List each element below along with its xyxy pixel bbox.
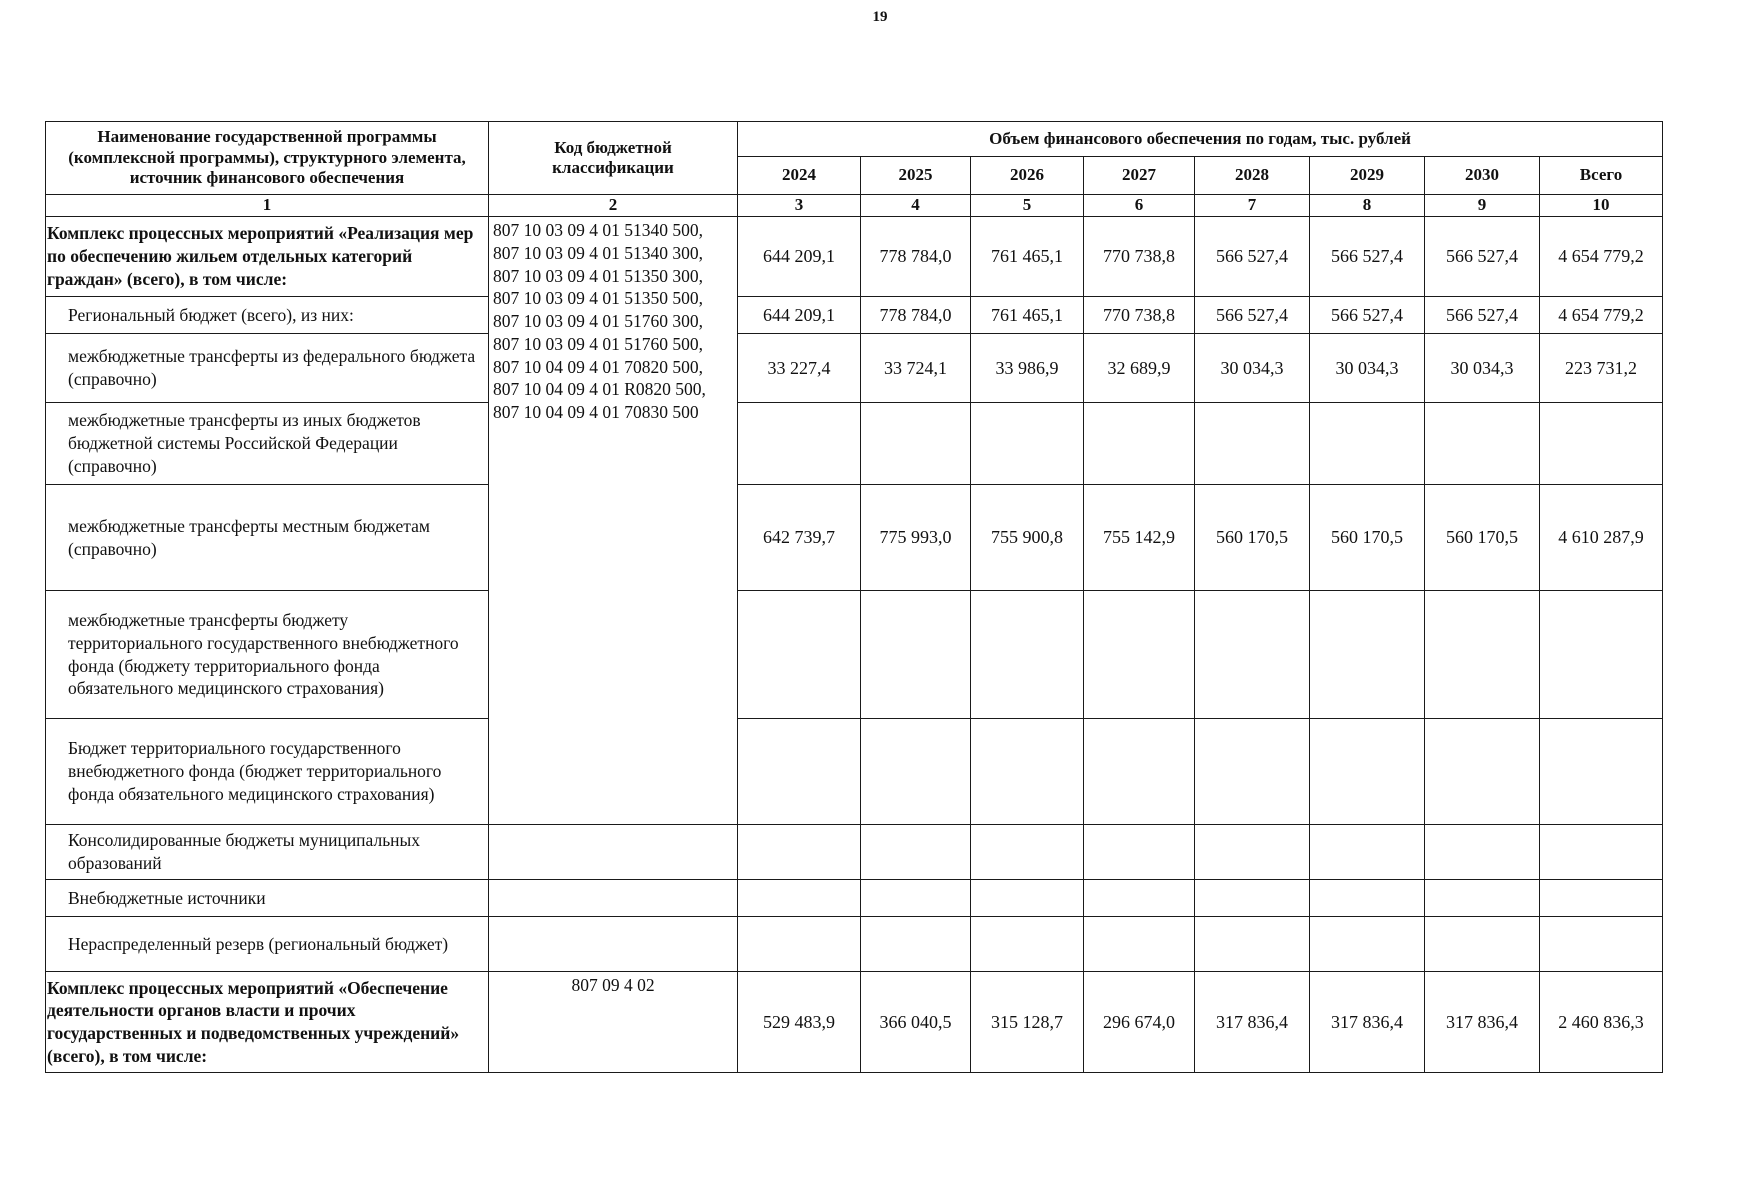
budget-code-cell	[489, 217, 738, 825]
budget-code: 807 10 03 09 4 01 51350 500,	[493, 288, 703, 309]
financing-table	[45, 121, 1663, 1073]
value-cell	[1084, 880, 1195, 917]
header-row-1	[46, 122, 1663, 157]
budget-code-cell	[489, 880, 738, 917]
value-cell	[1425, 880, 1540, 917]
value-cell: 755 900,8	[971, 485, 1084, 591]
header-code: Код бюджетной классификации	[489, 122, 738, 195]
header-year: 2026	[971, 157, 1084, 195]
value-cell	[861, 719, 971, 825]
value-cell: 33 724,1	[861, 334, 971, 403]
value-cell: 30 034,3	[1310, 334, 1425, 403]
row-name: Бюджет территориального государственного внебюджетного фонда (бюджет территориального фонда обязательного медицинского страхования)	[46, 719, 489, 825]
value-cell	[1084, 719, 1195, 825]
total-cell: 4 654 779,2	[1540, 297, 1663, 334]
value-cell: 33 227,4	[738, 334, 861, 403]
total-cell: 4 610 287,9	[1540, 485, 1663, 591]
row-name: межбюджетные трансферты из иных бюджетов бюджетной системы Российской Федерации (справочно)	[46, 403, 489, 485]
value-cell	[1425, 403, 1540, 485]
table-row	[46, 334, 1663, 403]
value-cell	[1195, 403, 1310, 485]
total-cell	[1540, 825, 1663, 880]
value-cell	[1195, 825, 1310, 880]
table-row	[46, 403, 1663, 485]
value-cell	[861, 403, 971, 485]
value-cell	[1425, 917, 1540, 972]
budget-code: 807 10 03 09 4 01 51760 300,	[493, 311, 703, 331]
value-cell: 770 738,8	[1084, 297, 1195, 334]
value-cell	[971, 719, 1084, 825]
row-name: Внебюджетные источники	[46, 880, 489, 917]
value-cell	[971, 403, 1084, 485]
table-row	[46, 217, 1663, 297]
header-year: 2030	[1425, 157, 1540, 195]
value-cell: 644 209,1	[738, 217, 861, 297]
value-cell: 566 527,4	[1425, 297, 1540, 334]
value-cell: 317 836,4	[1195, 972, 1310, 1073]
header-year: 2028	[1195, 157, 1310, 195]
row-name: межбюджетные трансферты бюджету территориального государственного внебюджетного фонда (бюджету территориального фонда обязательного медицинского страхования)	[46, 591, 489, 719]
value-cell: 642 739,7	[738, 485, 861, 591]
value-cell	[738, 917, 861, 972]
value-cell	[1195, 917, 1310, 972]
value-cell: 770 738,8	[1084, 217, 1195, 297]
header-year: 2024	[738, 157, 861, 195]
value-cell: 32 689,9	[1084, 334, 1195, 403]
value-cell: 30 034,3	[1425, 334, 1540, 403]
total-cell	[1540, 880, 1663, 917]
budget-code: 807 10 03 09 4 01 51340 500,	[493, 220, 703, 240]
budget-code: 807 10 03 09 4 01 51760 500,	[493, 333, 703, 354]
value-cell	[1084, 825, 1195, 880]
row-name: Региональный бюджет (всего), из них:	[46, 297, 489, 334]
budget-code-cell	[489, 917, 738, 972]
value-cell	[1084, 917, 1195, 972]
column-index: 9	[1425, 195, 1540, 217]
value-cell	[1310, 917, 1425, 972]
value-cell	[1310, 403, 1425, 485]
value-cell: 761 465,1	[971, 297, 1084, 334]
value-cell: 775 993,0	[861, 485, 971, 591]
table-row	[46, 972, 1663, 1073]
value-cell: 761 465,1	[971, 217, 1084, 297]
budget-code: 807 10 04 09 4 01 70830 500	[493, 402, 699, 422]
value-cell	[738, 591, 861, 719]
value-cell: 33 986,9	[971, 334, 1084, 403]
value-cell: 644 209,1	[738, 297, 861, 334]
total-cell: 2 460 836,3	[1540, 972, 1663, 1073]
value-cell	[1310, 719, 1425, 825]
value-cell: 560 170,5	[1310, 485, 1425, 591]
header-year: 2027	[1084, 157, 1195, 195]
column-index: 1	[46, 195, 489, 217]
value-cell	[1310, 880, 1425, 917]
total-cell: 4 654 779,2	[1540, 217, 1663, 297]
column-index: 2	[489, 195, 738, 217]
row-name: Комплекс процессных мероприятий «Реализация мер по обеспечению жильем отдельных категорий граждан» (всего), в том числе:	[46, 217, 489, 297]
budget-code: 807 10 04 09 4 01 R0820 500,	[493, 379, 706, 400]
table-row	[46, 297, 1663, 334]
page-number: 19	[872, 9, 888, 25]
value-cell: 566 527,4	[1310, 297, 1425, 334]
header-name: Наименование государственной программы (комплексной программы), структурного элемента, источник финансового обеспечения	[46, 122, 489, 195]
table-row	[46, 719, 1663, 825]
value-cell: 366 040,5	[861, 972, 971, 1073]
value-cell: 529 483,9	[738, 972, 861, 1073]
total-cell	[1540, 917, 1663, 972]
column-index: 7	[1195, 195, 1310, 217]
value-cell	[971, 591, 1084, 719]
value-cell	[861, 591, 971, 719]
total-cell	[1540, 591, 1663, 719]
value-cell	[971, 825, 1084, 880]
row-name: Консолидированные бюджеты муниципальных образований	[46, 825, 489, 880]
total-cell	[1540, 719, 1663, 825]
table-row	[46, 880, 1663, 917]
value-cell: 566 527,4	[1310, 217, 1425, 297]
value-cell: 566 527,4	[1195, 297, 1310, 334]
value-cell	[738, 719, 861, 825]
value-cell: 778 784,0	[861, 297, 971, 334]
column-index: 6	[1084, 195, 1195, 217]
value-cell	[738, 403, 861, 485]
value-cell	[1425, 591, 1540, 719]
value-cell	[1084, 403, 1195, 485]
row-name: Комплекс процессных мероприятий «Обеспечение деятельности органов власти и прочих государственных и подведомственных учреждений» (всего), в том числе:	[46, 972, 489, 1073]
value-cell: 560 170,5	[1425, 485, 1540, 591]
column-index: 5	[971, 195, 1084, 217]
table-row	[46, 485, 1663, 591]
value-cell: 755 142,9	[1084, 485, 1195, 591]
value-cell	[1084, 591, 1195, 719]
column-index: 10	[1540, 195, 1663, 217]
value-cell	[861, 917, 971, 972]
value-cell	[1310, 591, 1425, 719]
value-cell: 778 784,0	[861, 217, 971, 297]
value-cell	[971, 880, 1084, 917]
value-cell	[738, 825, 861, 880]
value-cell: 30 034,3	[1195, 334, 1310, 403]
value-cell	[1195, 719, 1310, 825]
value-cell: 317 836,4	[1425, 972, 1540, 1073]
value-cell	[738, 880, 861, 917]
total-cell	[1540, 403, 1663, 485]
value-cell: 315 128,7	[971, 972, 1084, 1073]
column-index: 8	[1310, 195, 1425, 217]
total-cell: 223 731,2	[1540, 334, 1663, 403]
header-volume: Объем финансового обеспечения по годам, тыс. рублей	[738, 122, 1663, 157]
value-cell: 560 170,5	[1195, 485, 1310, 591]
value-cell	[1425, 825, 1540, 880]
header-total: Всего	[1540, 157, 1663, 195]
budget-code: 807 10 04 09 4 01 70820 500,	[493, 356, 703, 377]
row-name: Нераспределенный резерв (региональный бюджет)	[46, 917, 489, 972]
table-row	[46, 917, 1663, 972]
table-row	[46, 825, 1663, 880]
value-cell	[1195, 880, 1310, 917]
row-name: межбюджетные трансферты местным бюджетам (справочно)	[46, 485, 489, 591]
value-cell	[861, 825, 971, 880]
budget-code: 807 10 03 09 4 01 51350 300,	[493, 265, 703, 286]
value-cell: 566 527,4	[1425, 217, 1540, 297]
value-cell	[861, 880, 971, 917]
table-row	[46, 591, 1663, 719]
column-index: 3	[738, 195, 861, 217]
header-year: 2029	[1310, 157, 1425, 195]
value-cell: 566 527,4	[1195, 217, 1310, 297]
value-cell	[1310, 825, 1425, 880]
value-cell	[971, 917, 1084, 972]
column-index: 4	[861, 195, 971, 217]
value-cell	[1195, 591, 1310, 719]
budget-code-cell	[489, 825, 738, 880]
value-cell	[1425, 719, 1540, 825]
column-index-row	[46, 195, 1663, 217]
budget-code: 807 10 03 09 4 01 51340 300,	[493, 242, 703, 263]
value-cell: 296 674,0	[1084, 972, 1195, 1073]
budget-code-cell: 807 09 4 02	[489, 972, 738, 1073]
header-year: 2025	[861, 157, 971, 195]
value-cell: 317 836,4	[1310, 972, 1425, 1073]
row-name: межбюджетные трансферты из федерального бюджета (справочно)	[46, 334, 489, 403]
